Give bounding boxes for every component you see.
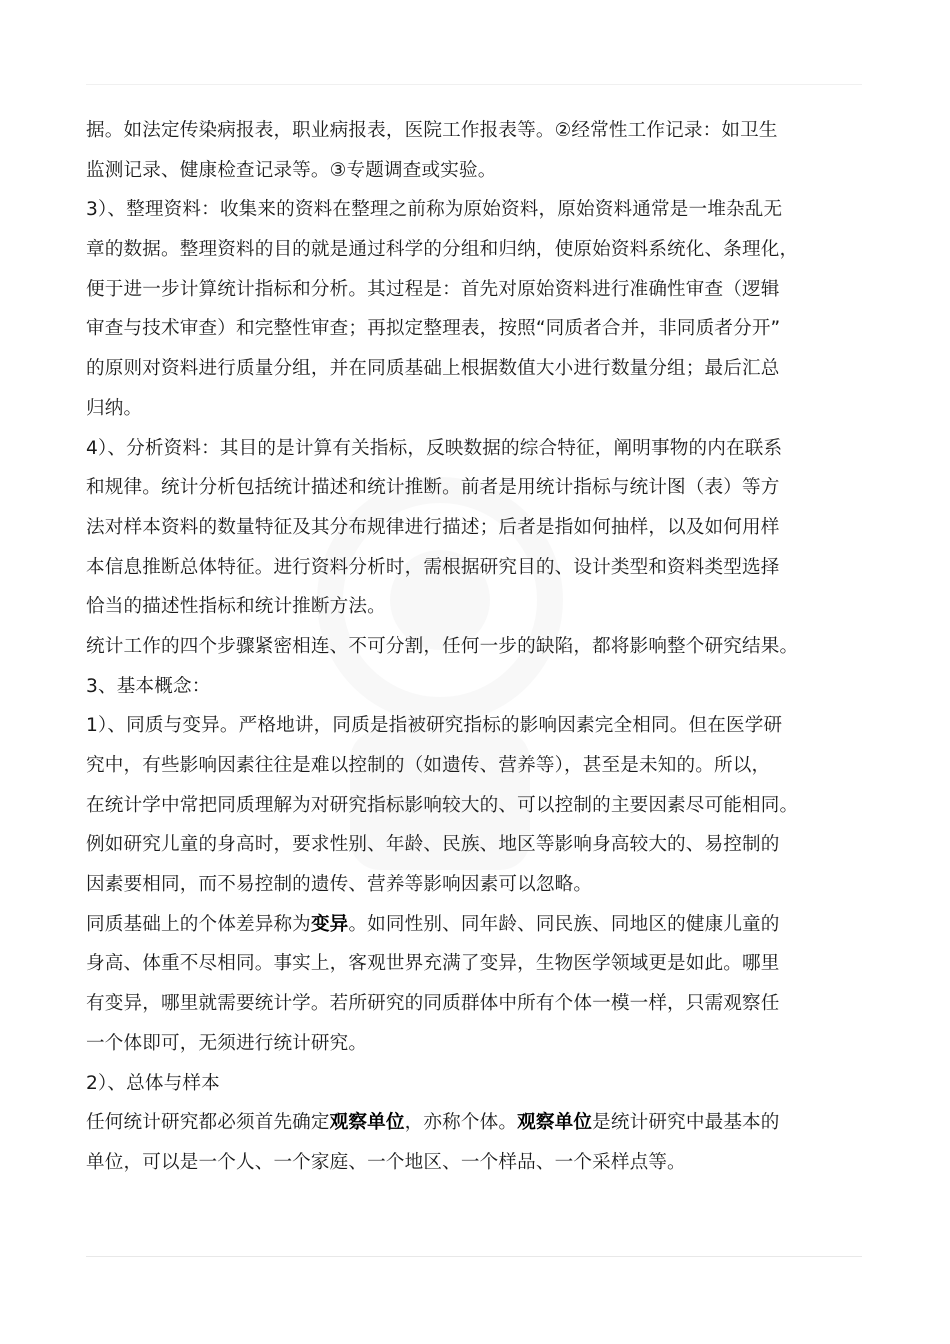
text-line: 便于进一步计算统计指标和分析。其过程是：首先对原始资料进行准确性审查（逻辑 bbox=[86, 278, 780, 300]
text-line: 的原则对资料进行质量分组，并在同质基础上根据数值大小进行数量分组；最后汇总 bbox=[86, 358, 780, 380]
text-line: 1）、同质与变异。严格地讲，同质是指被研究指标的影响因素完全相同。但在医学研 bbox=[86, 715, 783, 737]
text-line: 因素要相同，而不易控制的遗传、营养等影响因素可以忽略。 bbox=[86, 874, 593, 896]
footer-rule bbox=[86, 1256, 862, 1257]
text-segment: ，亦称个体。 bbox=[404, 1112, 518, 1134]
text-line: 统计工作的四个步骤紧密相连、不可分割，任何一步的缺陷，都将影响整个研究结果。 bbox=[86, 635, 799, 657]
text-line: 据。如法定传染病报表，职业病报表，医院工作报表等。②经常性工作记录：如卫生 bbox=[86, 120, 778, 141]
text-line: 例如研究儿童的身高时，要求性别、年龄、民族、地区等影响身高较大的、易控制的 bbox=[86, 834, 780, 856]
text-line: 4）、分析资料：其目的是计算有关指标，反映数据的综合特征，阐明事物的内在联系 bbox=[86, 437, 783, 459]
text-line: 在统计学中常把同质理解为对研究指标影响较大的、可以控制的主要因素尽可能相同。 bbox=[86, 794, 799, 816]
text-line: 监测记录、健康检查记录等。③专题调查或实验。 bbox=[86, 159, 497, 181]
bold-term: 观察单位 bbox=[329, 1112, 405, 1134]
text-line: 和规律。统计分析包括统计描述和统计推断。前者是用统计指标与统计图（表）等方 bbox=[86, 477, 780, 499]
text-line: 身高、体重不尽相同。事实上，客观世界充满了变异，生物医学领域更是如此。哪里 bbox=[86, 953, 780, 975]
text-line: 3）、整理资料：收集来的资料在整理之前称为原始资料，原始资料通常是一堆杂乱无 bbox=[86, 199, 783, 221]
text-line bbox=[86, 1103, 886, 1143]
text-line: 3、基本概念： bbox=[86, 675, 211, 697]
text-line: 2）、总体与样本 bbox=[86, 1072, 220, 1094]
text-line: 章的数据。整理资料的目的就是通过科学的分组和归纳，使原始资料系统化、条理化， bbox=[86, 239, 799, 261]
header-rule bbox=[86, 84, 862, 85]
bold-term: 变异 bbox=[310, 913, 349, 935]
document-body bbox=[86, 111, 886, 1183]
text-line: 恰当的描述性指标和统计推断方法。 bbox=[86, 596, 386, 618]
text-line: 法对样本资料的数量特征及其分布规律进行描述；后者是指如何抽样，以及如何用样 bbox=[86, 516, 780, 538]
bold-term: 观察单位 bbox=[517, 1112, 593, 1134]
text-segment: 同质基础上的个体差异称为 bbox=[86, 913, 311, 935]
text-line: 究中，有些影响因素往往是难以控制的（如遗传、营养等），甚至是未知的。所以， bbox=[86, 755, 771, 776]
text-line: 归纳。 bbox=[86, 397, 143, 419]
text-segment: 是统计研究中最基本的 bbox=[592, 1112, 780, 1134]
text-segment: 任何统计研究都必须首先确定 bbox=[86, 1112, 330, 1134]
text-line: 单位，可以是一个人、一个家庭、一个地区、一个样品、一个采样点等。 bbox=[86, 1151, 686, 1173]
text-line: 本信息推断总体特征。进行资料分析时，需根据研究目的、设计类型和资料类型选择 bbox=[86, 556, 780, 578]
text-line: 有变异，哪里就需要统计学。若所研究的同质群体中所有个体一模一样，只需观察任 bbox=[86, 993, 780, 1015]
text-line: 审查与技术审查）和完整性审查；再拟定整理表，按照“同质者合并，非同质者分开” bbox=[86, 318, 781, 340]
text-line: 一个体即可，无须进行统计研究。 bbox=[86, 1032, 368, 1054]
text-segment: 。如同性别、同年龄、同民族、同地区的健康儿童的 bbox=[348, 913, 780, 935]
text-line bbox=[86, 905, 886, 945]
